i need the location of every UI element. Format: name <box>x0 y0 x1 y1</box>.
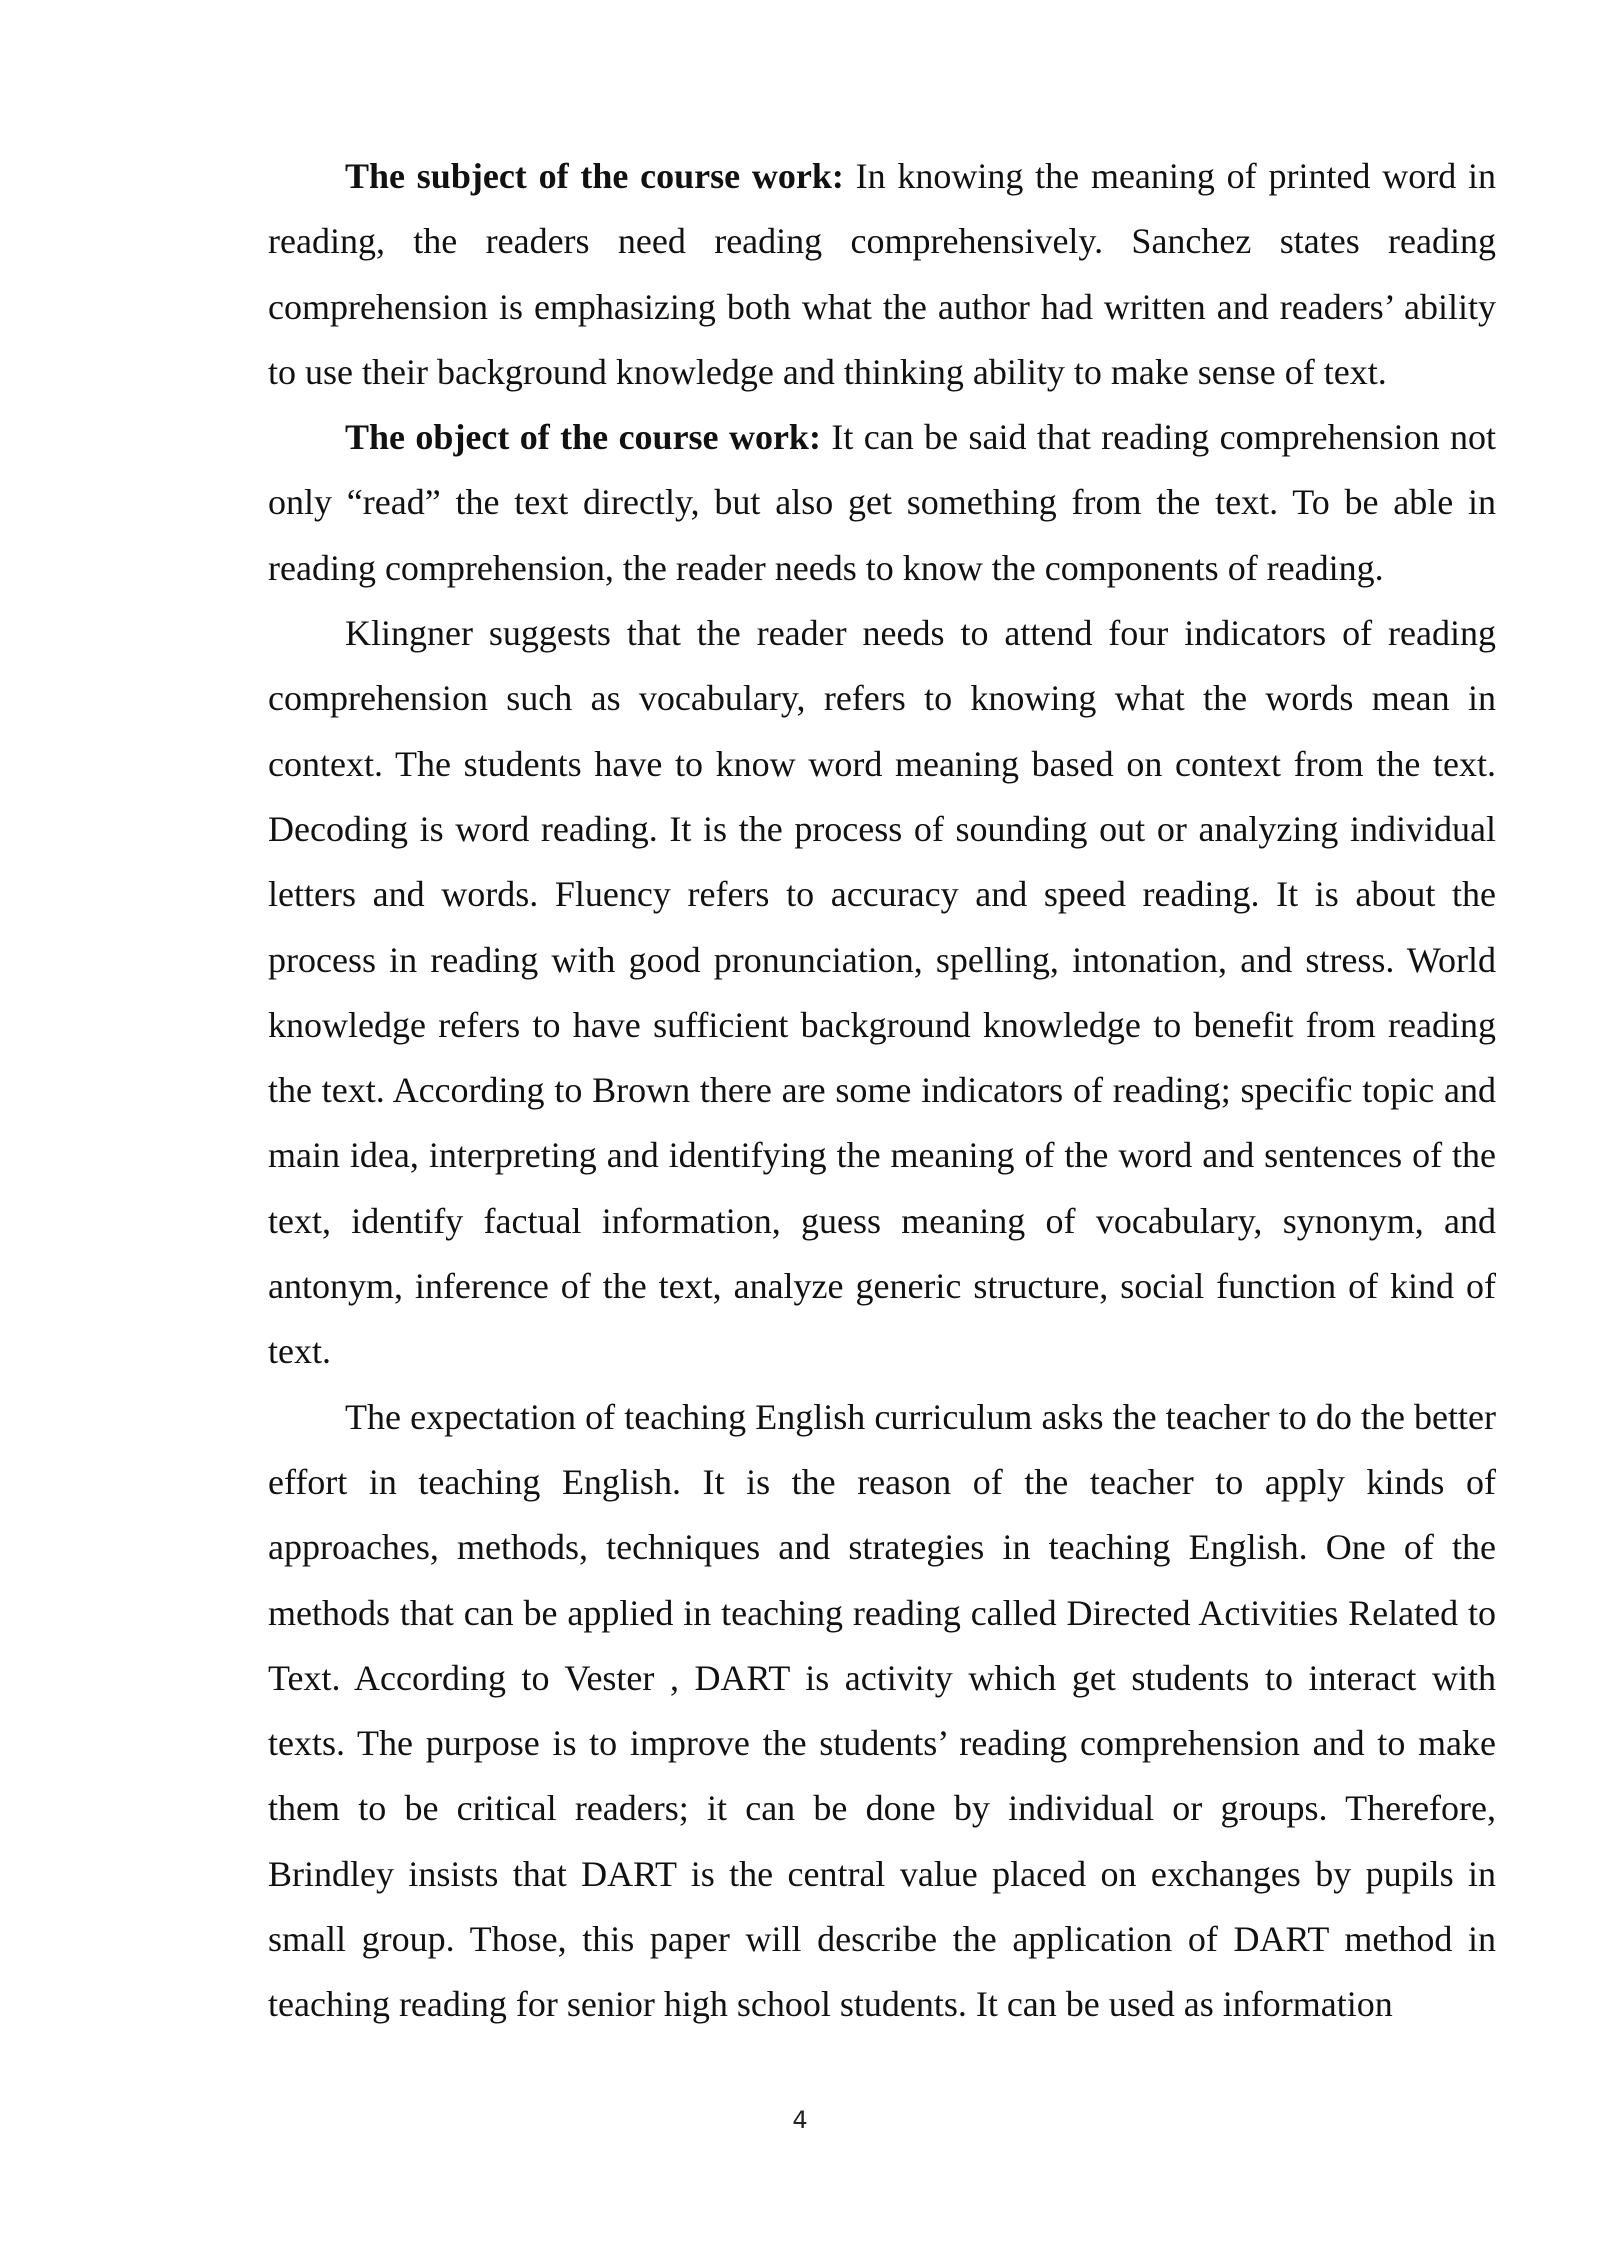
page-number: 4 <box>792 2106 808 2134</box>
paragraph-text: Klingner suggests that the reader needs to attend four indicators of reading comprehension such as vocabulary, refers to knowing what the words mean in context. The students have to know word meaning based on context from the text. Decoding is word reading. It is the process of sounding out or analyzing individual letters and words. Fluency refers to accuracy and speed reading. It is about the process in reading with good pronunciation, spelling, intonation, and stress. World knowledge refers to have sufficient background knowledge to benefit from reading the text. According to Brown there are some indicators of reading; specific topic and main idea, interpreting and identifying the meaning of the word and sentences of the text, identify factual information, guess meaning of vocabulary, synonym, and antonym, inference of the text, analyze generic structure, social function of kind of text. <box>268 613 1496 1372</box>
object-heading: The object of the course work: <box>345 417 821 458</box>
paragraph-expectation <box>268 1385 1496 2038</box>
paragraph-subject <box>268 144 1496 405</box>
paragraph-text: It can be said that reading comprehension not only “read” the text directly, but also get something from the text. To be able in reading comprehension, the reader needs to know the components of reading. <box>268 417 1496 588</box>
paragraph-object <box>268 405 1496 601</box>
paragraph-text: The expectation of teaching English curriculum asks the teacher to do the better effort in teaching English. It is the reason of the teacher to apply kinds of approaches, methods, techniques and strategies in teaching English. One of the methods that can be applied in teaching reading called Directed Activities Related to Text. According to Vester , DART is activity which get students to interact with texts. The purpose is to improve the students’ reading comprehension and to make them to be critical readers; it can be done by individual or groups. Therefore, Brindley insists that DART is the central value placed on exchanges by pupils in small group. Those, this paper will describe the application of DART method in teaching reading for senior high school students. It can be used as information <box>268 1396 1496 2025</box>
subject-heading: The subject of the course work: <box>345 156 844 196</box>
paragraph-klingner <box>268 601 1496 1385</box>
paragraph-text: In knowing the meaning of printed word in reading, the readers need reading comprehensively. Sanchez states reading comprehension is emphasizing both what the author had written and readers’ ability to use their background knowledge and thinking ability to make sense of text. <box>268 156 1496 392</box>
document-page <box>268 144 1496 2038</box>
